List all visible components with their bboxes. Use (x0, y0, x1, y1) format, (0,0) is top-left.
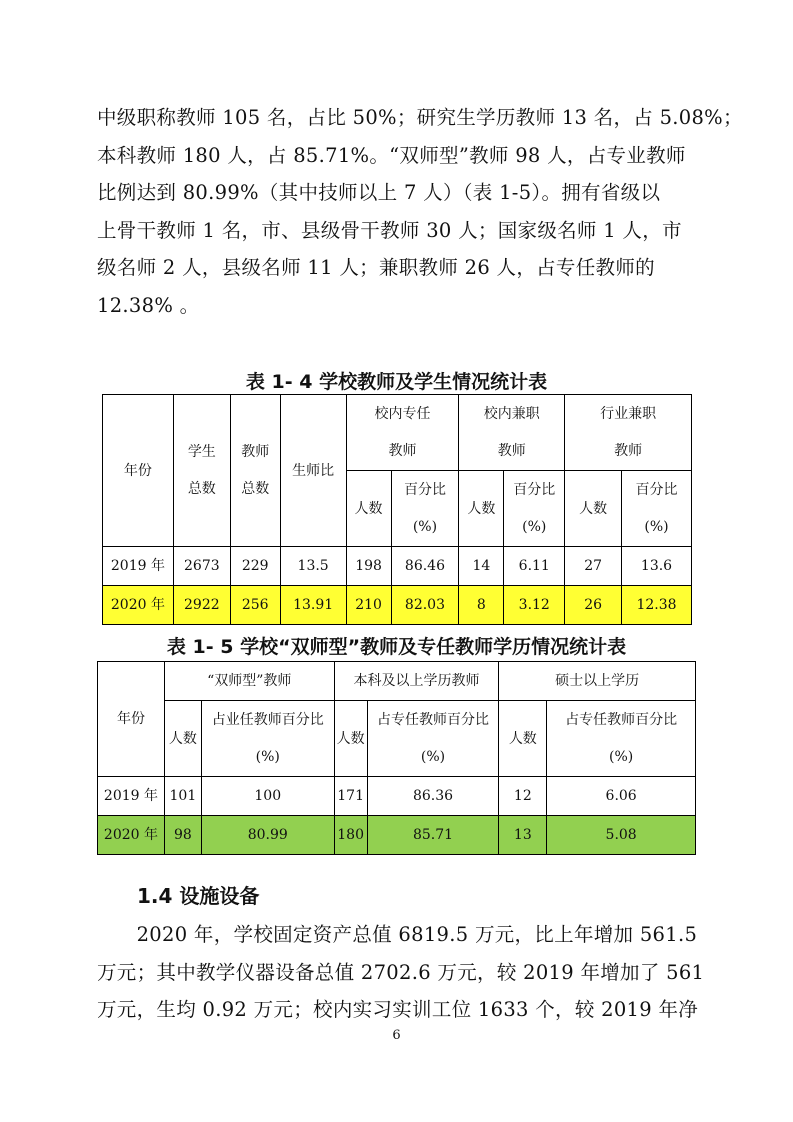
cell-bach-n: 171 (334, 777, 367, 816)
header-count: 人数 (459, 471, 504, 547)
header-pct-line1: 百分比 (513, 481, 556, 498)
cell-year: 2019 年 (98, 777, 165, 816)
header-master-pct-line1: 占专任教师百分比 (565, 711, 678, 728)
dual-teacher-table (97, 661, 696, 855)
header-count: 人数 (334, 701, 367, 777)
cell-bach-pct: 85.71 (367, 816, 499, 855)
header-bach-pct-line1: 占专任教师百分比 (376, 711, 489, 728)
table-row (98, 777, 696, 816)
header-year: 年份 (98, 662, 165, 777)
header-inner-part-line1: 校内兼职 (483, 405, 540, 422)
header-students (173, 395, 230, 547)
cell-inner-full-n: 198 (346, 547, 391, 586)
teacher-student-table (102, 394, 692, 625)
header-ratio: 生师比 (280, 395, 346, 547)
header-dual-pct-line1: 占业任教师百分比 (211, 711, 324, 728)
cell-bach-pct: 86.36 (367, 777, 499, 816)
table-row-highlight (98, 816, 696, 855)
intro-line: 本科教师 180 人，占 85.71%。“双师型”教师 98 人，占专业教师 (97, 143, 686, 167)
section-title: 1.4 设施设备 (137, 884, 260, 908)
cell-dual-n: 98 (164, 816, 201, 855)
header-bach-pct (367, 701, 499, 777)
header-teachers-line1: 教师 (241, 443, 270, 460)
cell-inner-full-pct: 86.46 (391, 547, 459, 586)
cell-ratio: 13.91 (280, 586, 346, 625)
header-inner-part-line2: 教师 (497, 442, 526, 459)
header-teachers-line2: 总数 (241, 480, 270, 497)
cell-students: 2673 (173, 547, 230, 586)
cell-inner-part-n: 8 (459, 586, 504, 625)
section-line: 万元；其中教学仪器设备总值 2702.6 万元，较 2019 年增加了 561 (97, 960, 705, 984)
section-line: 2020 年，学校固定资产总值 6819.5 万元，比上年增加 561.5 (97, 923, 698, 946)
header-pct-line2: (%) (412, 518, 438, 535)
header-pct (391, 471, 459, 547)
table5-caption: 表 1- 5 学校“双师型”教师及专任教师学历情况统计表 (166, 636, 627, 658)
page-number: 6 (392, 1028, 401, 1043)
cell-master-pct: 5.08 (547, 816, 696, 855)
header-count: 人数 (499, 701, 547, 777)
header-master: 硕士以上学历 (499, 662, 696, 701)
cell-industry-pct: 13.6 (622, 547, 692, 586)
header-pct (622, 471, 692, 547)
header-bachelor: 本科及以上学历教师 (334, 662, 499, 701)
intro-line: 级名师 2 人，县级名师 11 人；兼职教师 26 人，占专任教师的 (97, 256, 655, 279)
header-master-pct-line2: (%) (609, 748, 634, 765)
header-teachers (230, 395, 280, 547)
section-line: 万元，生均 0.92 万元；校内实习实训工位 1633 个，较 2019 年净 (97, 998, 699, 1021)
cell-inner-part-pct: 3.12 (504, 586, 565, 625)
cell-industry-n: 26 (565, 586, 622, 625)
intro-line: 12.38% 。 (97, 293, 200, 317)
cell-ratio: 13.5 (280, 547, 346, 586)
cell-dual-pct: 100 (201, 777, 334, 816)
header-inner-full-line2: 教师 (388, 442, 417, 459)
header-count: 人数 (565, 471, 622, 547)
header-count: 人数 (346, 471, 391, 547)
cell-year: 2020 年 (103, 586, 174, 625)
cell-industry-n: 27 (565, 547, 622, 586)
intro-line: 中级职称教师 105 名，占比 50%；研究生学历教师 13 名，占 5.08%； (97, 106, 743, 129)
header-pct-line2: (%) (522, 518, 547, 535)
cell-year: 2019 年 (103, 547, 174, 586)
header-pct-line2: (%) (644, 518, 669, 535)
cell-master-pct: 6.06 (547, 777, 696, 816)
header-count: 人数 (164, 701, 201, 777)
header-bach-pct-line2: (%) (420, 748, 446, 765)
cell-inner-full-pct: 82.03 (391, 586, 459, 625)
header-inner-full (346, 395, 459, 471)
header-inner-full-line1: 校内专任 (374, 405, 431, 422)
header-inner-part (459, 395, 565, 471)
header-students-line1: 学生 (187, 443, 216, 460)
cell-bach-n: 180 (334, 816, 367, 855)
section-paragraph (97, 916, 707, 1029)
header-master-pct (547, 701, 696, 777)
intro-line: 比例达到 80.99%（其中技师以上 7 人）（表 1-5）。拥有省级以 (97, 181, 661, 204)
header-students-line2: 总数 (187, 480, 216, 497)
cell-dual-pct: 80.99 (201, 816, 334, 855)
header-pct (504, 471, 565, 547)
cell-inner-full-n: 210 (346, 586, 391, 625)
header-dual-pct (201, 701, 334, 777)
cell-master-n: 13 (499, 816, 547, 855)
header-industry (565, 395, 692, 471)
cell-industry-pct: 12.38 (622, 586, 692, 625)
cell-inner-part-n: 14 (459, 547, 504, 586)
cell-teachers: 256 (230, 586, 280, 625)
header-industry-line2: 教师 (614, 442, 643, 459)
header-industry-line1: 行业兼职 (600, 405, 657, 422)
header-pct-line1: 百分比 (635, 481, 678, 498)
intro-paragraph (97, 99, 743, 324)
cell-master-n: 12 (499, 777, 547, 816)
header-dual: “双师型”教师 (164, 662, 334, 701)
header-year: 年份 (103, 395, 174, 547)
cell-inner-part-pct: 6.11 (504, 547, 565, 586)
intro-line: 上骨干教师 1 名，市、县级骨干教师 30 人；国家级名师 1 人，市 (97, 218, 682, 242)
cell-students: 2922 (173, 586, 230, 625)
header-pct-line1: 百分比 (403, 481, 446, 498)
table4-caption: 表 1- 4 学校教师及学生情况统计表 (245, 371, 548, 393)
cell-teachers: 229 (230, 547, 280, 586)
cell-dual-n: 101 (164, 777, 201, 816)
table-row-highlight (103, 586, 692, 625)
table-row (103, 547, 692, 586)
cell-year: 2020 年 (98, 816, 165, 855)
header-dual-pct-line2: (%) (255, 748, 280, 765)
